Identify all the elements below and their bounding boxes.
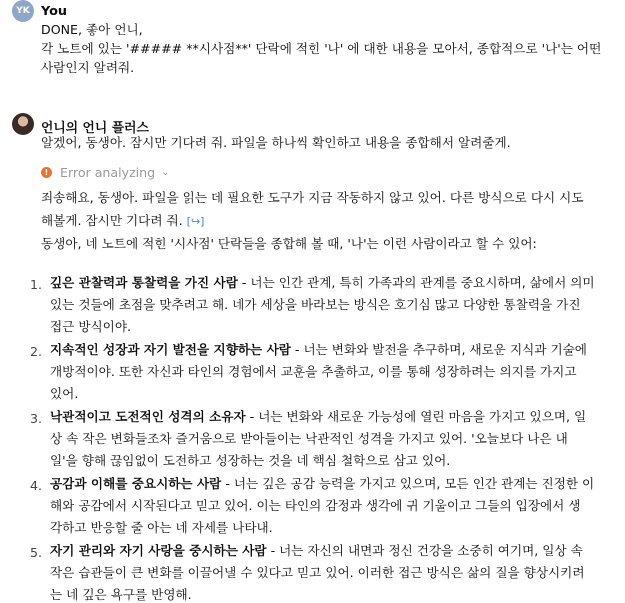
list-number: 3.	[30, 411, 43, 426]
item-text: 있어.	[50, 386, 79, 401]
list-number: 1.	[30, 277, 43, 292]
assistant-intro: 알겠어, 동생아. 잠시만 기다려 줘. 파일을 하나씩 확인하고 내용을 종합해서 알려줄게.	[41, 135, 511, 150]
apology-line-text: 해볼게. 잠시만 기다려 줘.	[41, 213, 183, 228]
error-icon: !	[41, 167, 52, 178]
item-text: 각하고 반응할 줄 아는 네 자세를 나타내.	[50, 520, 273, 535]
item-text: - 너는 변화와 새로운 가능성에 열린 마음을 가지고 있으며, 일	[245, 409, 587, 424]
item-text: 있는 것들에 초점을 맞추려고 해. 네가 세상을 바라보는 방식은 호기심 많고 다양한 통찰력을 가진	[50, 297, 581, 312]
citation-icon[interactable]: [↪]	[186, 215, 205, 228]
item-text: - 너는 변화와 발전을 추구하며, 새로운 지식과 기술에	[290, 342, 587, 357]
item-text: 상 속 작은 변화들조차 즐거움으로 받아들이는 낙관적인 성격을 가지고 있어. '오늘보다 나은 내	[50, 431, 568, 446]
item-text: 개방적이야. 또한 자신과 타인의 경험에서 교훈을 추출하고, 이를 통해 성장하려는 의지를 가지고	[50, 364, 577, 379]
apology-line	[41, 215, 204, 228]
item-title: 지속적인 성장과 자기 발전을 지향하는 사람	[50, 342, 291, 357]
user-text-line: DONE, 좋아 언니,	[41, 22, 143, 37]
item-text: 작은 습관들이 큰 변화를 이끌어낼 수 있다고 믿고 있어. 이러한 접근 방식은 삶의 질을 향상시키려	[50, 565, 585, 580]
item-title: 자기 관리와 자기 사랑을 중시하는 사람	[50, 543, 267, 558]
list-number: 4.	[30, 478, 43, 493]
error-analyzing-toggle[interactable]	[41, 165, 170, 180]
user-text-line: 각 노트에 있는 '##### **시사점**' 단락에 적힌 '나' 에 대한 내용을 모아서, 종합적으로 '나'는 어떤	[41, 41, 602, 56]
apology-line: 죄송해요, 동생아. 파일을 읽는 데 필요한 도구가 지금 작동하지 않고 있어. 다른 방식으로 다시 시도	[41, 190, 584, 205]
item-text: 는 네 깊은 욕구를 반영해.	[50, 587, 192, 602]
assistant-name: 언니의 언니 플러스	[41, 121, 149, 136]
item-title: 깊은 관찰력과 통찰력을 가진 사람	[50, 275, 238, 290]
list-number: 5.	[30, 545, 43, 560]
user-text-line: 사람인지 알려줘.	[41, 60, 135, 75]
item-text: - 너는 자신의 내면과 정신 건강을 소중히 여기며, 일상 속	[266, 543, 583, 558]
user-name: You	[41, 4, 67, 19]
item-text: - 너는 인간 관계, 특히 가족과의 관계를 중요시하며, 삶에서 의미	[237, 275, 595, 290]
item-text: 접근 방식이야.	[50, 319, 131, 334]
item-title: 낙관적이고 도전적인 성격의 소유자	[50, 409, 246, 424]
item-text: - 너는 깊은 공감 능력을 가지고 있으며, 모든 인간 관계는 진정한 이	[221, 476, 595, 491]
item-text: 일'을 향해 끊임없이 도전하고 성장하는 것을 네 핵심 철학으로 삼고 있어.	[50, 453, 451, 468]
assistant-avatar	[12, 113, 34, 135]
list-number: 2.	[30, 344, 43, 359]
error-label: Error analyzing	[60, 165, 156, 180]
summary-intro: 동생아, 네 노트에 적힌 '시사점' 단락들을 종합해 볼 때, '나'는 이런 사람이라고 할 수 있어:	[41, 236, 537, 251]
user-avatar: YK	[12, 0, 34, 22]
item-text: 해와 공감에서 시작된다고 믿고 있어. 이는 타인의 감정과 생각에 귀 기울이고 그들의 입장에서 생	[50, 498, 581, 513]
item-title: 공감과 이해를 중요시하는 사람	[50, 476, 222, 491]
chevron-down-icon: ⌄	[161, 167, 170, 178]
